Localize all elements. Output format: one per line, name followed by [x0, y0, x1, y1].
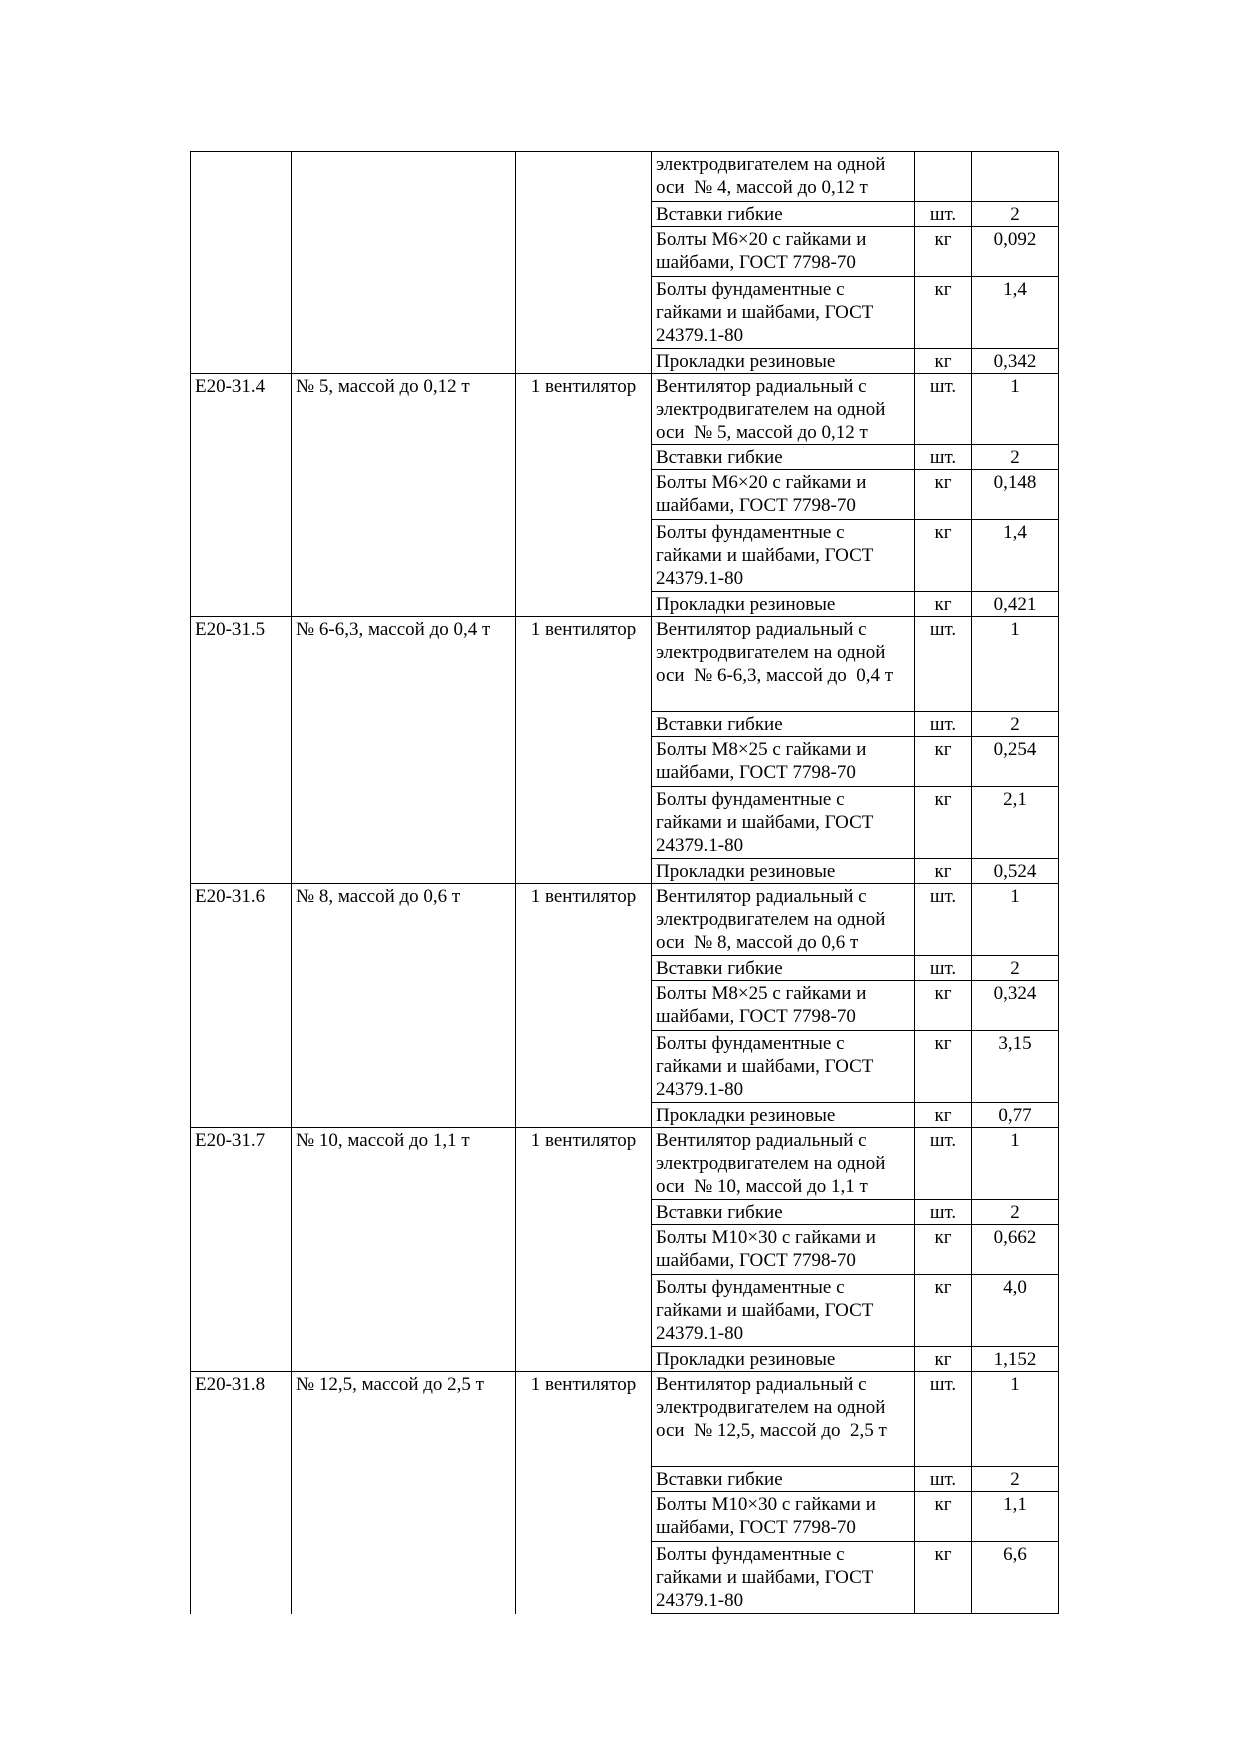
resource-unit-cell: кг	[915, 1542, 972, 1614]
resource-unit-cell: шт.	[915, 712, 972, 737]
resource-quantity-cell: 1,152	[972, 1347, 1059, 1372]
resource-name-cell: Болты фундаментные с гайками и шайбами, ГОСТ 24379.1-80	[652, 520, 915, 592]
table-row	[191, 152, 1059, 202]
work-name-cell: № 10, массой до 1,1 т	[292, 1128, 516, 1200]
resource-name-cell: Вставки гибкие	[652, 1200, 915, 1225]
table-row	[191, 1031, 1059, 1103]
resource-unit-cell: кг	[915, 1103, 972, 1128]
resource-quantity-cell: 3,15	[972, 1031, 1059, 1103]
resource-unit-cell: шт.	[915, 1200, 972, 1225]
work-name-cell	[292, 737, 516, 787]
work-name-cell	[292, 787, 516, 859]
resource-unit-cell: кг	[915, 277, 972, 349]
resource-quantity-cell: 1,4	[972, 277, 1059, 349]
table-row	[191, 1225, 1059, 1275]
resource-name-cell: Вставки гибкие	[652, 956, 915, 981]
work-name-cell	[292, 520, 516, 592]
resource-quantity-cell: 0,524	[972, 859, 1059, 884]
measure-unit-cell	[516, 1542, 652, 1614]
rate-code-cell	[191, 737, 292, 787]
resource-unit-cell: шт.	[915, 445, 972, 470]
resource-quantity-cell: 0,342	[972, 349, 1059, 374]
rate-code-cell	[191, 152, 292, 202]
resource-unit-cell: кг	[915, 1031, 972, 1103]
rate-code-cell	[191, 981, 292, 1031]
work-name-cell	[292, 152, 516, 202]
resource-unit-cell: кг	[915, 859, 972, 884]
resource-name-cell: электродвигателем на одной оси № 4, массой до 0,12 т	[652, 152, 915, 202]
resource-quantity-cell: 2	[972, 1467, 1059, 1492]
table-row	[191, 1542, 1059, 1614]
measure-unit-cell	[516, 1031, 652, 1103]
rate-code-cell	[191, 1492, 292, 1542]
resource-name-cell: Болты фундаментные с гайками и шайбами, ГОСТ 24379.1-80	[652, 1031, 915, 1103]
measure-unit-cell	[516, 1467, 652, 1492]
work-name-cell	[292, 1200, 516, 1225]
resource-unit-cell: кг	[915, 981, 972, 1031]
measure-unit-cell	[516, 712, 652, 737]
table-row	[191, 1103, 1059, 1128]
resource-quantity-cell: 0,421	[972, 592, 1059, 617]
table-row	[191, 520, 1059, 592]
resource-name-cell: Болты М10×30 с гайками и шайбами, ГОСТ 7798-70	[652, 1492, 915, 1542]
rate-code-cell	[191, 1225, 292, 1275]
table-row	[191, 227, 1059, 277]
table-row	[191, 1128, 1059, 1200]
resource-quantity-cell: 2,1	[972, 787, 1059, 859]
resource-unit-cell: кг	[915, 1275, 972, 1347]
table-row	[191, 445, 1059, 470]
work-name-cell	[292, 1467, 516, 1492]
table-row	[191, 470, 1059, 520]
work-name-cell: № 8, массой до 0,6 т	[292, 884, 516, 956]
measure-unit-cell	[516, 592, 652, 617]
resource-unit-cell: кг	[915, 787, 972, 859]
rate-code-cell: Е20-31.5	[191, 617, 292, 712]
resource-quantity-cell	[972, 152, 1059, 202]
rate-code-cell	[191, 859, 292, 884]
resource-name-cell: Болты М6×20 с гайками и шайбами, ГОСТ 7798-70	[652, 227, 915, 277]
work-name-cell	[292, 981, 516, 1031]
work-name-cell	[292, 1275, 516, 1347]
resource-quantity-cell: 2	[972, 956, 1059, 981]
resource-unit-cell	[915, 152, 972, 202]
resource-unit-cell: шт.	[915, 1467, 972, 1492]
resource-quantity-cell: 1	[972, 1372, 1059, 1467]
rate-code-cell: Е20-31.8	[191, 1372, 292, 1467]
resource-name-cell: Вентилятор радиальный с электродвигателем на одной оси № 6-6,3, массой до 0,4 т	[652, 617, 915, 712]
measure-unit-cell	[516, 520, 652, 592]
resource-quantity-cell: 1	[972, 374, 1059, 445]
resource-name-cell: Вставки гибкие	[652, 1467, 915, 1492]
resource-quantity-cell: 0,148	[972, 470, 1059, 520]
measure-unit-cell	[516, 981, 652, 1031]
resource-name-cell: Болты М8×25 с гайками и шайбами, ГОСТ 7798-70	[652, 981, 915, 1031]
resource-name-cell: Прокладки резиновые	[652, 349, 915, 374]
resource-quantity-cell: 1	[972, 1128, 1059, 1200]
resource-unit-cell: шт.	[915, 617, 972, 712]
resource-unit-cell: кг	[915, 1225, 972, 1275]
measure-unit-cell	[516, 1225, 652, 1275]
measure-unit-cell: 1 вентилятор	[516, 374, 652, 445]
resource-name-cell: Болты М6×20 с гайками и шайбами, ГОСТ 7798-70	[652, 470, 915, 520]
resource-name-cell: Болты М8×25 с гайками и шайбами, ГОСТ 7798-70	[652, 737, 915, 787]
work-name-cell	[292, 445, 516, 470]
table-row	[191, 1492, 1059, 1542]
rate-code-cell	[191, 1347, 292, 1372]
measure-unit-cell	[516, 202, 652, 227]
rate-code-cell	[191, 956, 292, 981]
work-name-cell	[292, 202, 516, 227]
measure-unit-cell	[516, 1103, 652, 1128]
work-name-cell	[292, 470, 516, 520]
resource-name-cell: Прокладки резиновые	[652, 1347, 915, 1372]
table-row	[191, 277, 1059, 349]
resource-unit-cell: кг	[915, 1347, 972, 1372]
resource-quantity-cell: 1,1	[972, 1492, 1059, 1542]
rate-code-cell	[191, 712, 292, 737]
resource-table-body	[191, 152, 1059, 1614]
resource-unit-cell: шт.	[915, 956, 972, 981]
measure-unit-cell	[516, 1200, 652, 1225]
table-row	[191, 1467, 1059, 1492]
work-name-cell	[292, 349, 516, 374]
work-name-cell	[292, 592, 516, 617]
resource-quantity-cell: 1	[972, 617, 1059, 712]
table-row	[191, 1347, 1059, 1372]
table-row	[191, 859, 1059, 884]
resource-unit-cell: кг	[915, 592, 972, 617]
resource-name-cell: Вставки гибкие	[652, 202, 915, 227]
work-name-cell	[292, 859, 516, 884]
resource-quantity-cell: 0,662	[972, 1225, 1059, 1275]
measure-unit-cell	[516, 349, 652, 374]
resource-quantity-cell: 0,324	[972, 981, 1059, 1031]
resource-unit-cell: кг	[915, 227, 972, 277]
resource-unit-cell: шт.	[915, 1128, 972, 1200]
measure-unit-cell: 1 вентилятор	[516, 617, 652, 712]
measure-unit-cell	[516, 152, 652, 202]
rate-code-cell	[191, 277, 292, 349]
work-name-cell: № 6-6,3, массой до 0,4 т	[292, 617, 516, 712]
resource-name-cell: Болты фундаментные с гайками и шайбами, ГОСТ 24379.1-80	[652, 787, 915, 859]
resource-quantity-cell: 6,6	[972, 1542, 1059, 1614]
table-row	[191, 712, 1059, 737]
measure-unit-cell	[516, 737, 652, 787]
resource-unit-cell: кг	[915, 349, 972, 374]
measure-unit-cell	[516, 445, 652, 470]
rate-code-cell	[191, 349, 292, 374]
measure-unit-cell: 1 вентилятор	[516, 884, 652, 956]
resource-quantity-cell: 2	[972, 202, 1059, 227]
resource-name-cell: Болты М10×30 с гайками и шайбами, ГОСТ 7798-70	[652, 1225, 915, 1275]
rate-code-cell	[191, 202, 292, 227]
work-name-cell	[292, 956, 516, 981]
table-row	[191, 202, 1059, 227]
resource-name-cell: Вентилятор радиальный с электродвигателем на одной оси № 12,5, массой до 2,5 т	[652, 1372, 915, 1467]
rate-code-cell	[191, 592, 292, 617]
resource-name-cell: Болты фундаментные с гайками и шайбами, ГОСТ 24379.1-80	[652, 1542, 915, 1614]
resource-quantity-cell: 0,092	[972, 227, 1059, 277]
table-row	[191, 617, 1059, 712]
table-row	[191, 1200, 1059, 1225]
table-row	[191, 787, 1059, 859]
measure-unit-cell	[516, 956, 652, 981]
rate-code-cell: Е20-31.7	[191, 1128, 292, 1200]
resource-unit-cell: кг	[915, 1492, 972, 1542]
work-name-cell	[292, 712, 516, 737]
measure-unit-cell	[516, 1492, 652, 1542]
resource-quantity-cell: 1,4	[972, 520, 1059, 592]
work-name-cell: № 12,5, массой до 2,5 т	[292, 1372, 516, 1467]
measure-unit-cell	[516, 470, 652, 520]
table-row	[191, 1275, 1059, 1347]
work-name-cell	[292, 1347, 516, 1372]
rate-code-cell	[191, 1542, 292, 1614]
resource-quantity-cell: 0,77	[972, 1103, 1059, 1128]
resource-unit-cell: шт.	[915, 1372, 972, 1467]
resource-quantity-cell: 0,254	[972, 737, 1059, 787]
resource-name-cell: Прокладки резиновые	[652, 1103, 915, 1128]
measure-unit-cell	[516, 1275, 652, 1347]
table-row	[191, 956, 1059, 981]
table-row	[191, 737, 1059, 787]
resource-quantity-cell: 1	[972, 884, 1059, 956]
resource-name-cell: Вставки гибкие	[652, 712, 915, 737]
table-row	[191, 349, 1059, 374]
rate-code-cell	[191, 1467, 292, 1492]
table-row	[191, 981, 1059, 1031]
resource-quantity-cell: 2	[972, 1200, 1059, 1225]
table-row	[191, 884, 1059, 956]
work-name-cell	[292, 1542, 516, 1614]
table-row	[191, 374, 1059, 445]
work-name-cell	[292, 227, 516, 277]
resource-name-cell: Вставки гибкие	[652, 445, 915, 470]
resource-unit-cell: кг	[915, 737, 972, 787]
work-name-cell: № 5, массой до 0,12 т	[292, 374, 516, 445]
resource-unit-cell: шт.	[915, 884, 972, 956]
resource-unit-cell: кг	[915, 520, 972, 592]
resource-quantity-cell: 4,0	[972, 1275, 1059, 1347]
rate-code-cell: Е20-31.6	[191, 884, 292, 956]
rate-code-cell	[191, 787, 292, 859]
rate-code-cell	[191, 1031, 292, 1103]
work-name-cell	[292, 1103, 516, 1128]
work-name-cell	[292, 1031, 516, 1103]
work-name-cell	[292, 277, 516, 349]
resource-unit-cell: шт.	[915, 202, 972, 227]
rate-code-cell	[191, 1200, 292, 1225]
measure-unit-cell	[516, 859, 652, 884]
rate-code-cell	[191, 227, 292, 277]
resource-name-cell: Прокладки резиновые	[652, 592, 915, 617]
rate-code-cell	[191, 445, 292, 470]
resource-unit-cell: кг	[915, 470, 972, 520]
rate-code-cell	[191, 1275, 292, 1347]
resource-table	[190, 151, 1059, 1614]
resource-quantity-cell: 2	[972, 445, 1059, 470]
measure-unit-cell	[516, 1347, 652, 1372]
resource-name-cell: Болты фундаментные с гайками и шайбами, ГОСТ 24379.1-80	[652, 277, 915, 349]
resource-unit-cell: шт.	[915, 374, 972, 445]
measure-unit-cell	[516, 787, 652, 859]
rate-code-cell: Е20-31.4	[191, 374, 292, 445]
measure-unit-cell: 1 вентилятор	[516, 1128, 652, 1200]
measure-unit-cell	[516, 227, 652, 277]
rate-code-cell	[191, 520, 292, 592]
work-name-cell	[292, 1225, 516, 1275]
resource-name-cell: Вентилятор радиальный с электродвигателем на одной оси № 10, массой до 1,1 т	[652, 1128, 915, 1200]
resource-name-cell: Болты фундаментные с гайками и шайбами, ГОСТ 24379.1-80	[652, 1275, 915, 1347]
work-name-cell	[292, 1492, 516, 1542]
resource-name-cell: Вентилятор радиальный с электродвигателем на одной оси № 5, массой до 0,12 т	[652, 374, 915, 445]
table-row	[191, 1372, 1059, 1467]
measure-unit-cell	[516, 277, 652, 349]
measure-unit-cell: 1 вентилятор	[516, 1372, 652, 1467]
resource-name-cell: Прокладки резиновые	[652, 859, 915, 884]
rate-code-cell	[191, 470, 292, 520]
resource-name-cell: Вентилятор радиальный с электродвигателем на одной оси № 8, массой до 0,6 т	[652, 884, 915, 956]
table-row	[191, 592, 1059, 617]
resource-quantity-cell: 2	[972, 712, 1059, 737]
rate-code-cell	[191, 1103, 292, 1128]
